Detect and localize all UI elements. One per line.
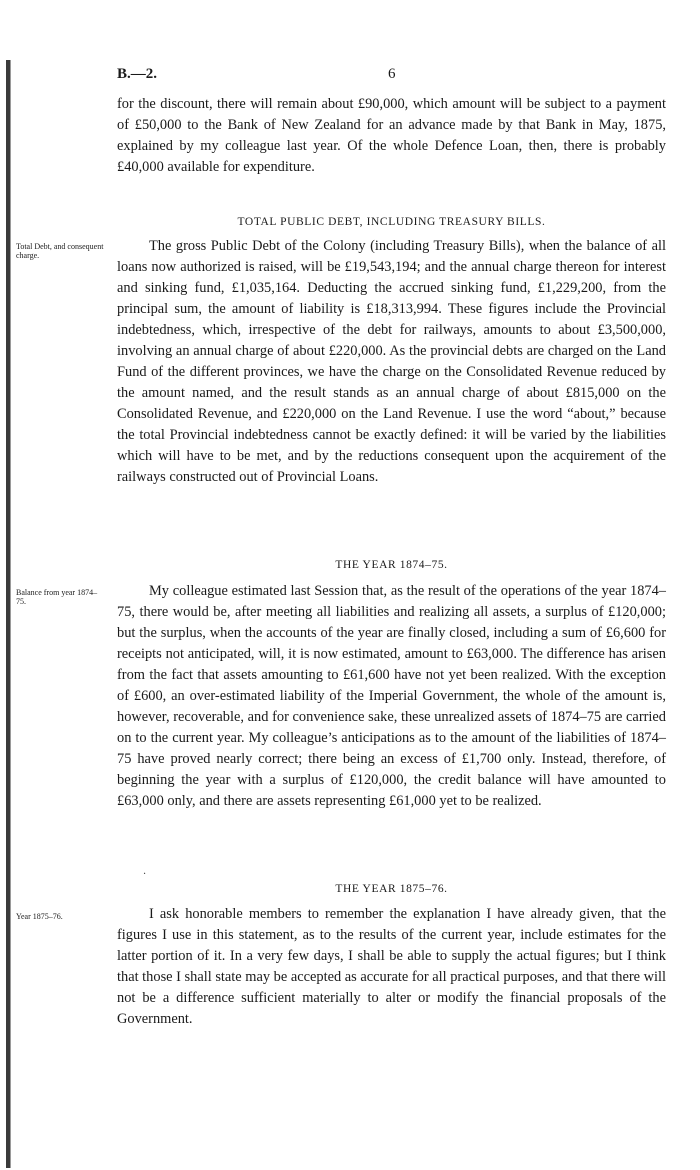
- page-number: 6: [388, 66, 396, 82]
- section-body-year-1874-75: My colleague estimated last Session that, as the result of the operations of the year 1874–75, there would be, after meeting all liabilities and realizing all assets, a surplus of £120,000; but the surplus, when the accounts of the year are finally closed, including a sum of £6,600 for receipts not anticipated, will, it is now estimated, amount to £63,000. The difference has arisen from the fact that assets amounting to £61,600 have not yet been realized. With the exception of £600, an over-estimated liability of the Imperial Government, the whole of the amount is, however, recoverable, and for convenience sake, these unrealized assets of 1874–75 are carried on to the current year. My colleague’s anticipations as to the amount of the liabilities of 1874–75 have proved nearly correct; there being an excess of £1,700 only. Instead, therefore, of beginning the year with a surplus of £120,000, the credit balance will have amounted to £63,000 only, and there are assets representing £61,000 yet to be realized.: [117, 583, 666, 809]
- section-body-total-public-debt: The gross Public Debt of the Colony (including Treasury Bills), when the balance of all loans now authorized is raised, will be £19,543,194; and the annual charge thereon for interest and sinking fund, £1,035,164. Deducting the accrued sinking fund, £1,229,200, from the principal sum, the amount of liability is £18,313,994. These figures include the Provincial indebtedness, which, irrespective of the debt for railways, amounts to about £3,500,000, involving an annual charge of about £220,000. As the provincial debts are charged on the Land Fund of the different provinces, we have the charge on the Consolidated Revenue reduced by the amount named, and the result stands as an annual charge of about £815,000 on the Consolidated Revenue, and £220,000 on the Land Revenue. I use the word “about,” because the total Provincial indebtedness cannot be exactly defined: it will be varied by the liabilities which will have to be met, and by the reductions consequent upon the acquirement of the railways constructed out of Provincial Loans.: [117, 238, 666, 485]
- section-body-year-1875-76: I ask honorable members to remember the explanation I have already given, that the figures I use in this statement, as to the results of the current year, include estimates for the latter portion of it. In a very few days, I shall be able to supply the actual figures; but I think that those I shall state may be accepted as accurate for all practical purposes, and that there will not be a difference sufficient materially to alter or modify the financial proposals of the Government.: [117, 906, 667, 1027]
- section-heading-year-1874-75: THE YEAR 1874–75.: [335, 559, 448, 571]
- section-identifier: B.—2.: [117, 66, 158, 82]
- margin-note-balance-1874-75: Balance from year 1874–75.: [16, 588, 98, 606]
- section-heading-year-1875-76: THE YEAR 1875–76.: [335, 883, 448, 895]
- margin-note-year-1875-76: Year 1875–76.: [16, 912, 63, 921]
- intro-paragraph: for the discount, there will remain about £90,000, which amount will be subject to a payment of £50,000 to the Bank of New Zealand for an advance made by that Bank in May, 1875, explained by my colleague last year. Of the whole Defence Loan, then, there is probably £40,000 available for expenditure.: [117, 96, 666, 175]
- margin-note-total-debt: Total Debt, and consequent charge.: [16, 242, 104, 260]
- stray-mark: ·: [143, 869, 147, 880]
- binding-edge-thin-rule: [10, 60, 11, 1168]
- section-heading-total-public-debt: TOTAL PUBLIC DEBT, INCLUDING TREASURY BILLS.: [237, 216, 546, 228]
